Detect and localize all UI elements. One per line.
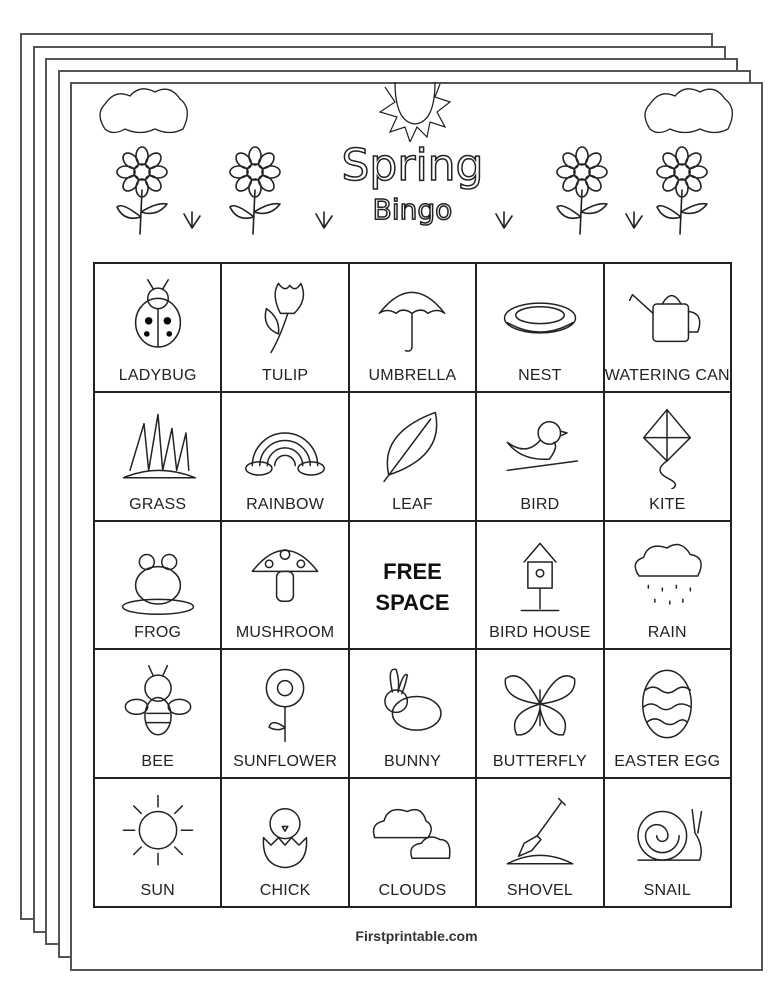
cell-label: LEAF: [392, 495, 433, 513]
cell-label: UMBRELLA: [368, 366, 457, 384]
free-space-label: [375, 556, 449, 618]
cell-label: BIRD HOUSE: [489, 624, 591, 642]
cell-label: BUTTERFLY: [492, 753, 587, 771]
ladybug-icon: [113, 276, 203, 360]
bunny-icon: [367, 662, 457, 746]
cell-label: BUNNY: [383, 753, 441, 771]
cell-label: EASTER EGG: [614, 753, 721, 771]
sprout-icon: [180, 210, 204, 230]
flower-icon: [552, 142, 612, 237]
watering-can-icon: [622, 276, 712, 360]
cell-label: CLOUDS: [378, 882, 447, 899]
bingo-cell-kite: [604, 392, 731, 521]
rain-icon: [622, 534, 712, 618]
mushroom-icon: [240, 534, 330, 618]
clouds-icon: [367, 791, 457, 875]
birdhouse-icon: [495, 534, 585, 618]
cell-label: LADYBUG: [118, 366, 197, 384]
bingo-cell-mushroom: [221, 521, 348, 650]
cell-label: SUNFLOWER: [233, 753, 338, 771]
bingo-cell-ladybug: [94, 263, 221, 392]
frog-icon: [113, 534, 203, 618]
footer-site: Firstprintable.com: [355, 928, 478, 944]
bingo-cell-bird: [476, 392, 603, 521]
sprout-icon: [622, 210, 646, 230]
umbrella-icon: [367, 276, 457, 360]
bingo-cell-grass: [94, 392, 221, 521]
tulip-icon: [240, 276, 330, 360]
leaf-icon: [367, 405, 457, 489]
bingo-cell-rainbow: [221, 392, 348, 521]
bingo-cell-tulip: [221, 263, 348, 392]
bingo-cell-flower: [221, 649, 348, 778]
rainbow-icon: [240, 405, 330, 489]
bingo-cell-egg: [604, 649, 731, 778]
bingo-cell-free-space: [349, 521, 476, 650]
bingo-cell-umbrella: [349, 263, 476, 392]
sun-icon: [365, 82, 465, 142]
bingo-cell-sun: [94, 778, 221, 907]
shovel-icon: [495, 791, 585, 875]
kite-icon: [622, 405, 712, 489]
bingo-grid: [93, 262, 732, 908]
title-bingo: Bingo: [372, 193, 453, 226]
grass-icon: [113, 405, 203, 489]
egg-icon: [622, 662, 712, 746]
flower-icon: [240, 662, 330, 746]
bee-icon: [113, 662, 203, 746]
bingo-cell-frog: [94, 521, 221, 650]
cell-label: SHOVEL: [506, 882, 573, 899]
cloud-icon: [640, 84, 740, 134]
bingo-cell-clouds: [349, 778, 476, 907]
nest-icon: [495, 276, 585, 360]
cell-label: FROG: [134, 624, 182, 642]
title-spring: Spring: [341, 140, 484, 191]
bird-icon: [495, 405, 585, 489]
cell-label: BIRD: [520, 495, 560, 513]
bingo-cell-rain: [604, 521, 731, 650]
bingo-cell-leaf: [349, 392, 476, 521]
bingo-cell-butterfly: [476, 649, 603, 778]
cell-label: BEE: [141, 753, 174, 771]
cell-label: SNAIL: [643, 882, 691, 899]
cell-label: SUN: [140, 882, 175, 899]
free-line1: FREE: [383, 558, 442, 584]
cell-label: NEST: [518, 366, 562, 384]
butterfly-icon: [495, 662, 585, 746]
cell-label: GRASS: [129, 495, 187, 513]
snail-icon: [622, 791, 712, 875]
bingo-cell-bunny: [349, 649, 476, 778]
bingo-cell-nest: [476, 263, 603, 392]
cell-label: CHICK: [259, 882, 311, 899]
cell-label: MUSHROOM: [235, 624, 335, 642]
bingo-cell-birdhouse: [476, 521, 603, 650]
page-title: [330, 140, 495, 228]
bingo-cell-chick: [221, 778, 348, 907]
chick-icon: [240, 791, 330, 875]
cell-label: TULIP: [261, 366, 309, 384]
bingo-cell-shovel: [476, 778, 603, 907]
bingo-cell-watering-can: [604, 263, 731, 392]
bingo-cell-snail: [604, 778, 731, 907]
cell-label: RAINBOW: [246, 495, 325, 513]
free-line2: SPACE: [375, 589, 450, 615]
cell-label: KITE: [649, 495, 686, 513]
flower-icon: [112, 142, 172, 237]
cloud-icon: [95, 84, 195, 134]
cell-label: RAIN: [647, 624, 687, 642]
cell-label: WATERING CAN: [604, 366, 730, 384]
flower-icon: [225, 142, 285, 237]
sprout-icon: [492, 210, 516, 230]
flower-icon: [652, 142, 712, 237]
bingo-cell-bee: [94, 649, 221, 778]
sun-icon: [113, 791, 203, 875]
